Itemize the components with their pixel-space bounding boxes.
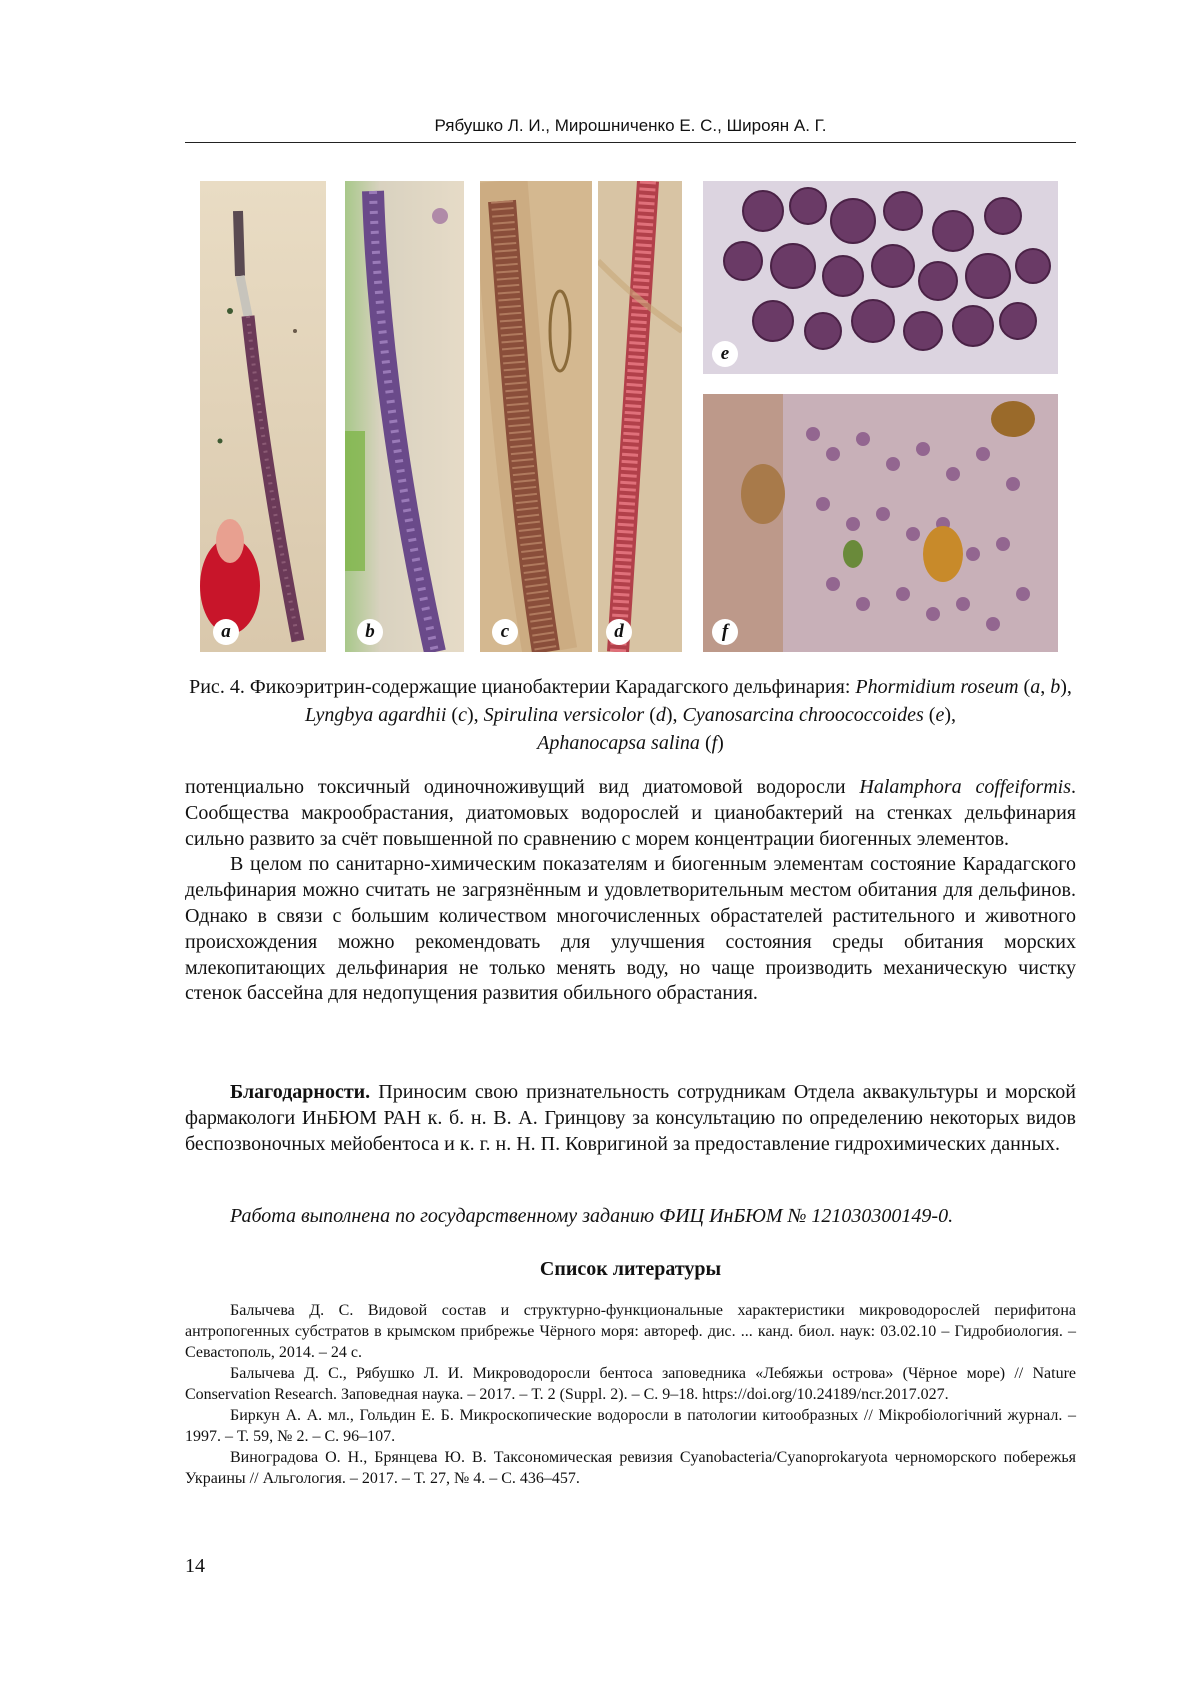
species-name: Halamphora coffeiformis	[859, 776, 1072, 798]
caption-lead: Рис. 4. Фикоэритрин-содержащие цианобактерии Карадагского дельфинария:	[189, 676, 856, 698]
caption-species-3: Spirulina versicolor	[483, 704, 645, 726]
panel-label-c: c	[492, 619, 518, 645]
paragraph-conclusion: В целом по санитарно-химическим показателям и биогенным элементам состояние Карадагского дельфинария можно считать не загрязнённым и удовлетворительным местом обитания для дельфинов. Однако в связи с большим количеством многочисленных обрастателей растительного и животного происхождения можно рекомендовать для улучшения состояния среды обитания морских млекопитающих дельфинария не только менять воду, но чаще производить механическую чистку стенок бассейна для недопущения развития обильного обрастания.	[185, 853, 1076, 1005]
figure-panel-b	[345, 181, 464, 652]
caption-letter-c: c	[458, 704, 467, 726]
figure-panel-f	[703, 394, 1058, 652]
panel-label-a: a	[213, 619, 239, 645]
figure-panel-d	[598, 181, 682, 652]
funding-note: Работа выполнена по государственному заданию ФИЦ ИнБЮМ № 121030300149-0.	[230, 1205, 954, 1227]
caption-letter-e: e	[935, 704, 945, 726]
acknowledgements-heading: Благодарности.	[230, 1081, 371, 1103]
micrograph-spirulina	[598, 181, 682, 652]
caption-punct: ,	[1040, 676, 1051, 698]
panel-label-f: f	[712, 619, 738, 645]
micrograph-aphanocapsa	[703, 394, 1058, 652]
paragraph-text: . Сообщества макрообрастания, диатомовых водорослей и цианобактерий на стенках дельфинария сильно развито за счёт повышенной по сравнению с морем концентрации биогенных элементов.	[185, 776, 1077, 850]
panel-label-e: e	[712, 341, 738, 367]
caption-species-2: Lyngbya agardhii	[304, 704, 447, 726]
caption-letter-d: d	[655, 704, 666, 726]
figure-panel-e	[703, 181, 1058, 374]
reference-item: Балычева Д. С., Рябушко Л. И. Микроводоросли бентоса заповедника «Лебяжьи острова» (Чёрное море) // Nature Conservation Research. Заповедная наука. – 2017. – Т. 2 (Suppl. 2). – С. 9–18. https://doi.org/10.24189/ncr.2017.027.	[185, 1365, 1076, 1403]
figure-panel-c	[480, 181, 592, 652]
caption-letter-a: a	[1030, 676, 1041, 698]
caption-letter-f: f	[711, 732, 718, 754]
caption-punct: )	[717, 732, 724, 754]
micrograph-lyngbya	[480, 181, 592, 652]
micrograph-cyanosarcina	[703, 181, 1058, 374]
caption-punct: (	[923, 704, 936, 726]
figure-panel-a	[200, 181, 326, 652]
caption-species-5: Aphanocapsa salina	[537, 732, 700, 754]
reference-item: Биркун А. А. мл., Гольдин Е. Б. Микроскопические водоросли в патологии китообразных // Мікробіологічний журнал. – 1997. – Т. 59, № 2. – С. 96–107.	[185, 1407, 1076, 1445]
micrograph-phormidium-a	[200, 181, 326, 652]
panel-label-b: b	[357, 619, 383, 645]
header-rule	[185, 142, 1076, 143]
caption-letter-b: b	[1050, 676, 1061, 698]
page-number: 14	[185, 1555, 205, 1577]
caption-punct: (	[446, 704, 459, 726]
caption-species-4: Cyanosarcina chroococcoides	[682, 704, 924, 726]
figure-caption	[185, 673, 1076, 757]
micrograph-phormidium-b	[345, 181, 464, 652]
caption-punct: ),	[466, 704, 484, 726]
running-head-authors: Рябушко Л. И., Мирошниченко Е. С., Широян А. Г.	[434, 116, 827, 135]
caption-punct: (	[1018, 676, 1031, 698]
paragraph-continuation	[185, 775, 1076, 852]
panel-label-d: d	[606, 619, 632, 645]
acknowledgements-paragraph	[185, 1080, 1076, 1157]
acknowledgements	[185, 1080, 1076, 1157]
reference-item: Виноградова О. Н., Брянцева Ю. В. Таксономическая ревизия Cyanobacteria/Cyanoprokaryota черноморского побережья Украины // Альгология. – 2017. – Т. 27, № 4. – С. 436–457.	[185, 1449, 1076, 1487]
body-paragraphs	[185, 775, 1076, 1007]
paragraph-text: потенциально токсичный одиночноживущий вид диатомовой водоросли	[185, 776, 860, 798]
reference-item: Балычева Д. С. Видовой состав и структурно-функциональные характеристики микроводорослей перифитона антропогенных субстратов в крымском прибрежье Чёрного моря: автореф. дис. ... канд. биол. наук: 03.02.10 – Гидробиология. – Севастополь, 2014. – 24 с.	[185, 1302, 1076, 1361]
caption-punct: ),	[944, 704, 957, 726]
references-list	[185, 1300, 1076, 1489]
caption-species-1: Phormidium roseum	[855, 676, 1019, 698]
references-title: Список литературы	[539, 1258, 722, 1280]
caption-punct: ),	[665, 704, 683, 726]
acknowledgements-text: Приносим свою признательность сотрудникам Отдела аквакультуры и морской фармакологи ИнБЮМ РАН к. б. н. В. А. Гринцову за консультацию по определению некоторых видов беспозвоночных мейобентоса и к. г. н. Н. П. Ковригиной за предоставление гидрохимических данных.	[185, 1081, 1076, 1155]
caption-punct: ),	[1060, 676, 1072, 698]
caption-punct: (	[699, 732, 712, 754]
caption-punct: (	[644, 704, 656, 726]
